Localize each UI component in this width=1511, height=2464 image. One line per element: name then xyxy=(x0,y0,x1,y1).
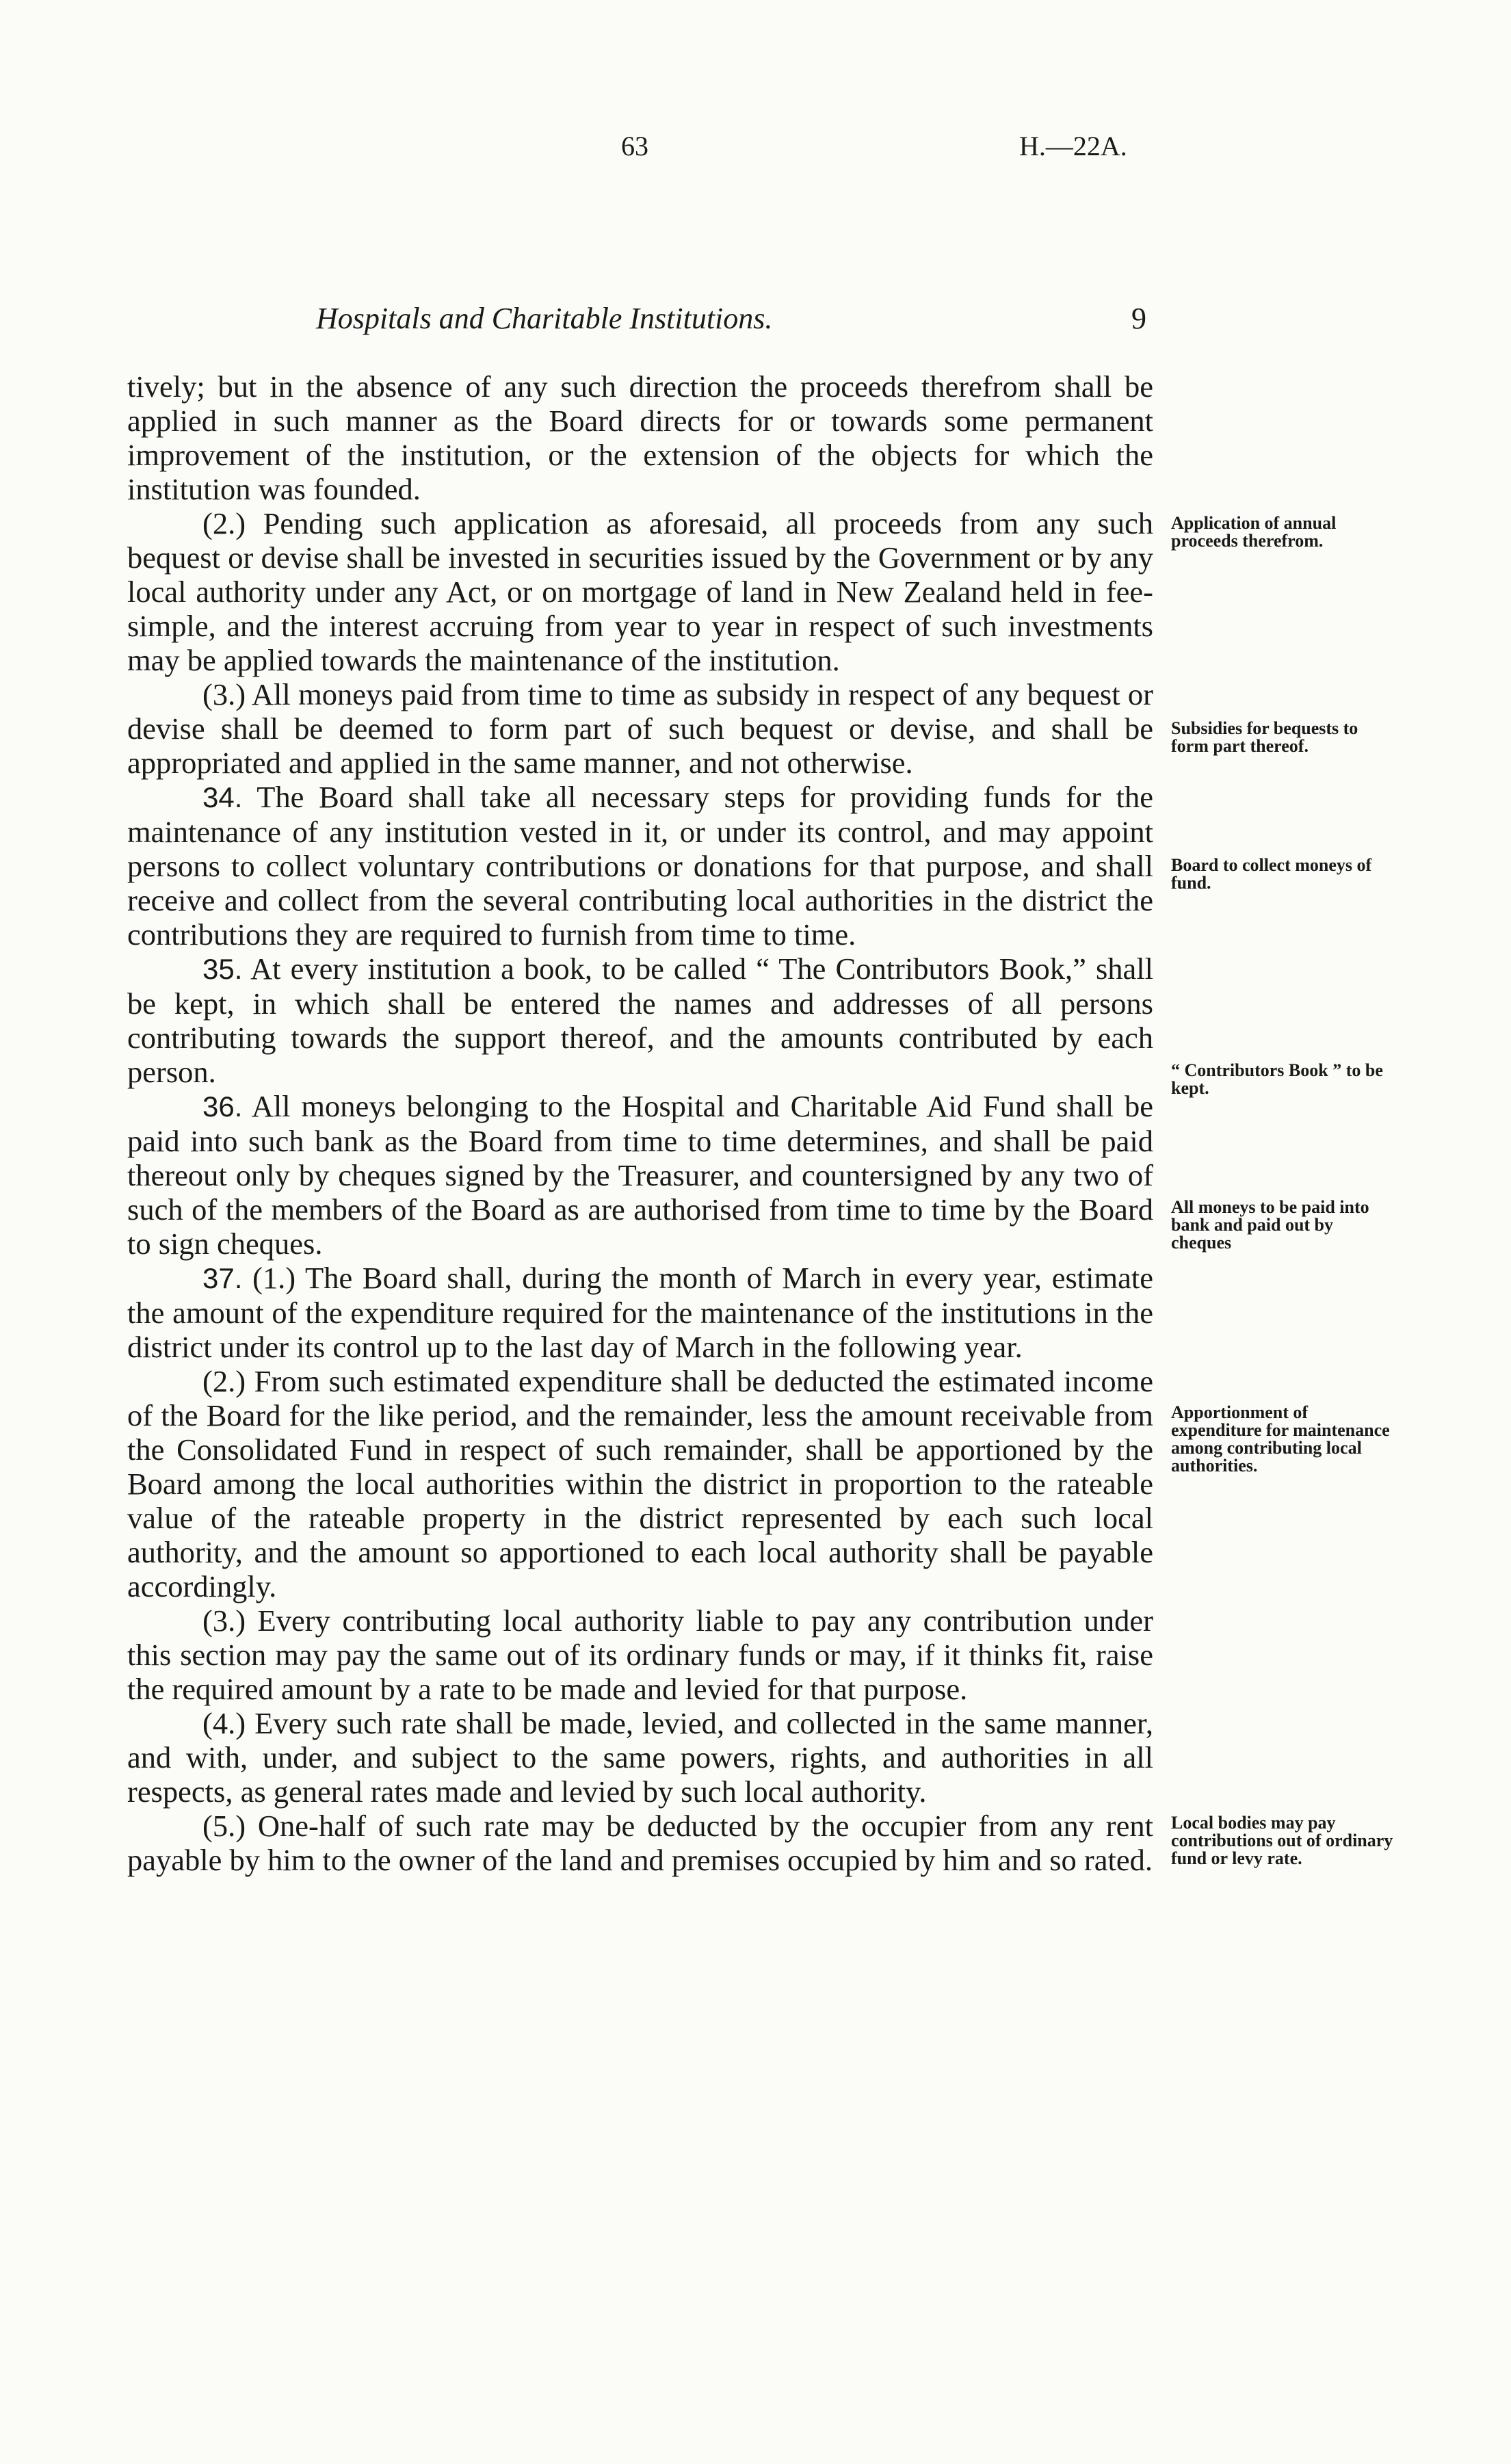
act-page-number: 9 xyxy=(1131,302,1146,335)
paragraph-text: tively; but in the absence of any such direction the proceeds therefrom shall be applied in such manner as the Board directs for or towards some permanent improvement of the institution, or the extension of the objects for which the institution was founded. xyxy=(127,369,1153,506)
paragraph xyxy=(127,1603,1153,1706)
running-title: Hospitals and Charitable Institutions. xyxy=(316,302,773,335)
paragraph-text: The Board shall take all necessary steps for providing funds for the maintenance of any institution vested in it, or under its control, and may appoint persons to collect voluntary contributions or donations for that purpose, and shall receive and collect from the several contributing local authorities in the district the contributions they are required to furnish from time to time. xyxy=(127,780,1154,952)
paragraph xyxy=(127,1364,1153,1603)
section-number: 36. xyxy=(202,1090,243,1123)
section-37 xyxy=(127,1261,1153,1364)
margin-note: All moneys to be paid into bank and paid out by cheques xyxy=(1171,1197,1369,1253)
paragraph-text: (4.) Every such rate shall be made, levied, and collected in the same manner, and with, under, and subject to the same powers, rights, and authorities in all respects, as general rates made and levied by such local authority. xyxy=(127,1706,1153,1809)
section-number: 37. xyxy=(202,1262,243,1294)
body-text xyxy=(127,369,1153,1877)
paragraph xyxy=(127,1809,1153,1877)
paragraph-text: (5.) One-half of such rate may be deducted by the occupier from any rent payable by him to the owner of the land and premises occupied by him and so rated. xyxy=(127,1809,1153,1877)
paragraph xyxy=(127,506,1153,677)
paragraph-text: (3.) Every contributing local authority liable to pay any contribution under this section may pay the same out of its ordinary funds or may, if it thinks fit, raise the required amount by a rate to be made and levied for that purpose. xyxy=(127,1603,1153,1706)
paragraph xyxy=(127,369,1153,506)
paragraph-text: (1.) The Board shall, during the month of March in every year, estimate the amount of the expenditure required for the maintenance of the institutions in the district under its control up to the last day of March in the following year. xyxy=(127,1261,1154,1364)
paragraph xyxy=(127,677,1153,780)
margin-note: Local bodies may pay contributions out of ordinary fund or levy rate. xyxy=(1171,1813,1393,1868)
paragraph-text: (2.) From such estimated expenditure shall be deducted the estimated income of the Board for the like period, and the remainder, less the amount receivable from the Consolidated Fund in respect of such remainder, shall be apportioned by the Board among the local authorities within the district in proportion to the rateable value of the rateable property in the district represented by each such local authority, and the amount so apportioned to each local authority shall be payable accordingly. xyxy=(127,1364,1153,1603)
margin-note: Board to collect moneys of fund. xyxy=(1171,855,1372,893)
section-number: 35. xyxy=(202,953,243,985)
paragraph-text: (3.) All moneys paid from time to time as subsidy in respect of any bequest or devise shall be deemed to form part of such bequest or devise, and shall be appropriated and applied in the same manner, and not otherwise. xyxy=(127,677,1153,780)
margin-note: Subsidies for bequests to form part thereof. xyxy=(1171,718,1358,756)
section-number: 34. xyxy=(202,781,243,813)
paragraph-text: At every institution a book, to be called “ The Contributors Book,” shall be kept, in which shall be entered the names and addresses of all persons contributing towards the support thereof, and the amounts contributed by each person. xyxy=(127,952,1154,1089)
margin-note: “ Contributors Book ” to be kept. xyxy=(1171,1060,1383,1098)
page-number: 63 xyxy=(621,131,648,161)
paragraph xyxy=(127,1706,1153,1809)
section-35 xyxy=(127,952,1153,1089)
margin-note: Application of annual proceeds therefrom. xyxy=(1171,513,1337,551)
margin-note: Apportionment of expenditure for maintenance among contributing local authorities. xyxy=(1171,1402,1390,1476)
section-36 xyxy=(127,1089,1153,1261)
section-34 xyxy=(127,780,1153,952)
document-reference: H.—22A. xyxy=(1019,131,1127,161)
paragraph-text: (2.) Pending such application as aforesaid, all proceeds from any such bequest or devise shall be invested in securities issued by the Government or by any local authority under any Act, or on mortgage of land in New Zealand held in fee-simple, and the interest accruing from year to year in respect of such investments may be applied towards the maintenance of the institution. xyxy=(127,506,1153,677)
paragraph-text: All moneys belonging to the Hospital and Charitable Aid Fund shall be paid into such bank as the Board from time to time determines, and shall be paid thereout only by cheques signed by the Treasurer, and countersigned by any two of such of the members of the Board as are authorised from time to time by the Board to sign cheques. xyxy=(127,1089,1153,1261)
